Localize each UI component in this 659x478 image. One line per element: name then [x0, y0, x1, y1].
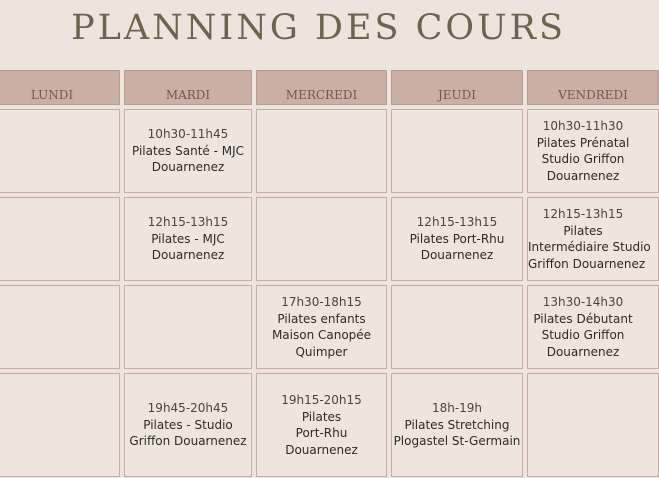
schedule-cell: [391, 197, 523, 281]
class-entry: [129, 400, 246, 450]
class-entry: [528, 118, 638, 184]
schedule-cell: [256, 373, 387, 477]
class-location: Douarnenez: [285, 442, 358, 457]
class-name: Pilates Santé - MJC: [131, 143, 245, 158]
class-time: 19h15-20h15: [281, 393, 362, 407]
class-name: Pilates enfants: [277, 311, 366, 326]
class-time: 18h-19h: [431, 401, 483, 416]
class-location: Griffon Douarnenez: [129, 434, 247, 449]
day-header-mercredi: MERCREDI: [256, 70, 387, 105]
class-location: Douarnenez: [420, 248, 494, 263]
class-time: 10h30-11h30: [542, 119, 624, 133]
class-location: Quimper: [295, 344, 348, 359]
class-time: 17h30-18h15: [281, 295, 362, 309]
class-entry: [528, 206, 651, 272]
class-time: 12h15-13h15: [416, 215, 498, 230]
schedule-cell: [527, 197, 659, 281]
schedule-cell: [256, 285, 387, 369]
class-name: Pilates: [301, 409, 342, 424]
schedule-cell: [527, 109, 659, 193]
class-time: 12h15-13h15: [147, 215, 229, 230]
class-name: Intermédiaire Studio: [528, 240, 651, 254]
day-header-mardi: MARDI: [124, 70, 252, 105]
class-name: Pilates Prénatal: [536, 135, 630, 150]
schedule-cell: [124, 197, 252, 281]
schedule-cell: [527, 285, 659, 369]
class-entry: [281, 392, 362, 458]
class-entry: [272, 294, 371, 360]
class-location: Douarnenez: [546, 168, 620, 183]
class-location: Studio Griffon: [541, 152, 625, 166]
class-name: Pilates Stretching: [404, 417, 510, 432]
class-entry: [528, 294, 638, 360]
class-name: Pilates: [563, 223, 603, 238]
schedule-cell: [0, 109, 120, 193]
class-location: Douarnenez: [151, 160, 225, 175]
schedule-cell: [391, 109, 523, 193]
class-time: 19h45-20h45: [147, 401, 229, 416]
class-entry: [394, 400, 521, 450]
class-location: Plogastel St-Germain: [393, 434, 521, 449]
class-time: 10h30-11h45: [147, 127, 229, 142]
class-location: Port-Rhu: [295, 426, 348, 440]
class-location: Douarnenez: [151, 248, 225, 263]
schedule-cell: [124, 109, 252, 193]
day-header-jeudi: JEUDI: [391, 70, 523, 105]
class-time: 12h15-13h15: [542, 207, 624, 221]
schedule-cell: [124, 285, 252, 369]
schedule-cell: [0, 197, 120, 281]
schedule-cell: [0, 373, 120, 477]
class-location: Maison Canopée: [271, 328, 372, 342]
class-location: Griffon Douarnenez: [528, 256, 646, 271]
day-header-lundi: LUNDI: [0, 70, 120, 105]
class-name: Pilates - MJC: [151, 231, 225, 246]
class-entry: [132, 126, 244, 176]
schedule-cell: [0, 285, 120, 369]
schedule-cell: [391, 285, 523, 369]
schedule-cell: [527, 373, 659, 477]
schedule-cell: [391, 373, 523, 477]
schedule-cell: [256, 197, 387, 281]
class-name: Pilates - Studio: [143, 417, 233, 432]
class-time: 13h30-14h30: [542, 295, 624, 309]
day-header-vendredi: VENDREDI: [527, 70, 659, 105]
page-title: PLANNING DES COURS: [71, 8, 566, 48]
class-name: Pilates Port-Rhu: [409, 231, 505, 246]
class-entry: [148, 214, 229, 264]
class-name: Pilates Débutant: [533, 311, 633, 326]
class-entry: [410, 214, 505, 264]
schedule-cell: [256, 109, 387, 193]
class-location: Studio Griffon: [541, 328, 625, 342]
schedule-cell: [124, 373, 252, 477]
class-location: Douarnenez: [546, 344, 620, 359]
